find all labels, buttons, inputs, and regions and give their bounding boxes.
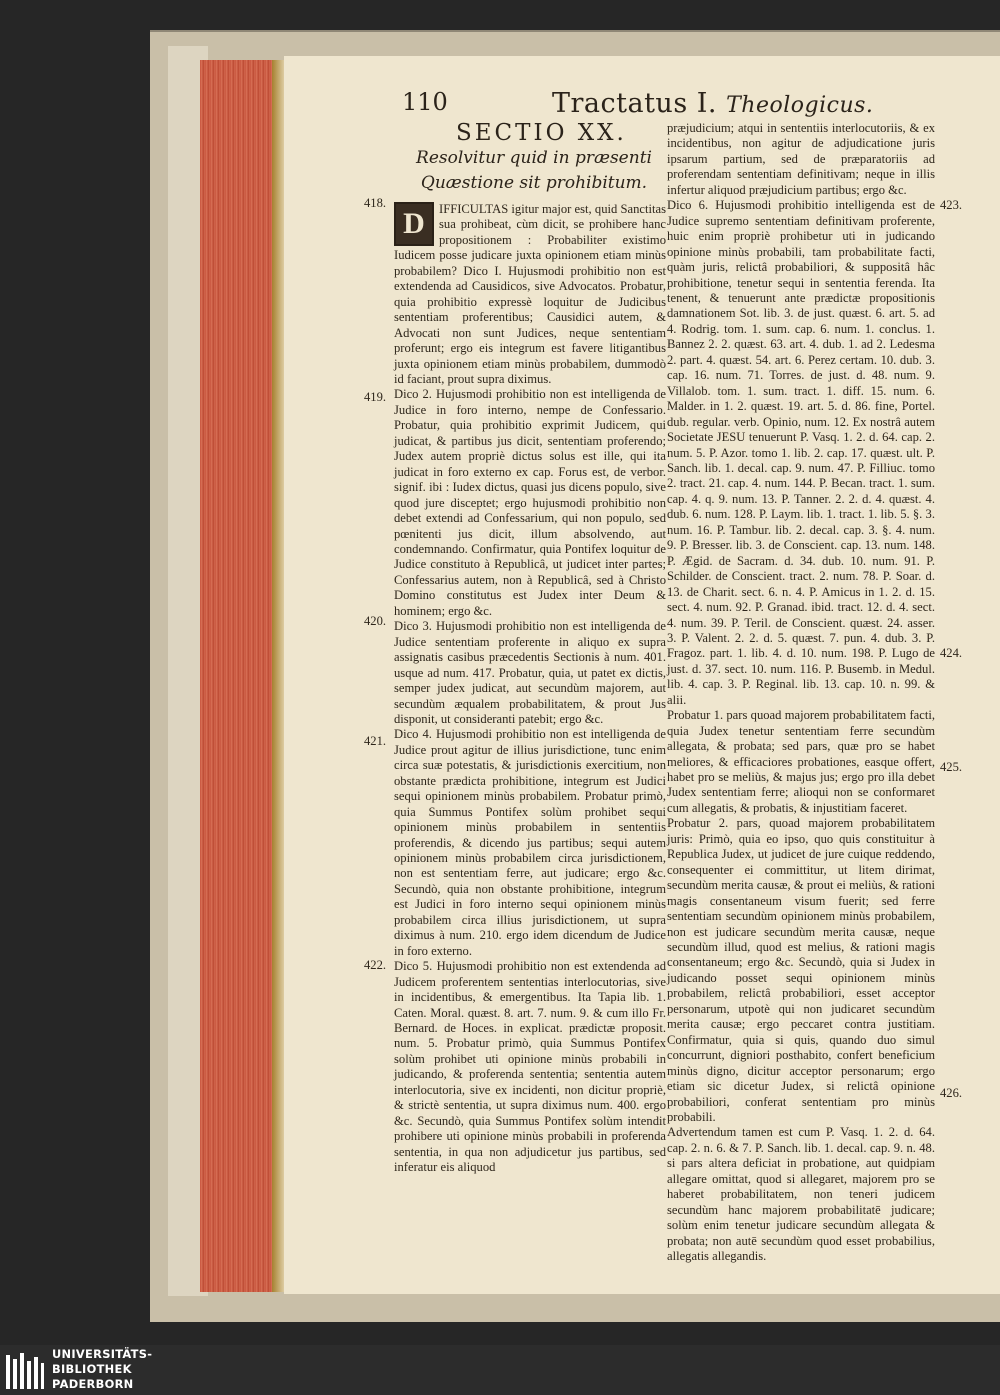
paragraph: Advertendum tamen est cum P. Vasq. 1. 2. d. 64. cap. 2. n. 6. & 7. P. Sanch. lib. 1. decal. cap. 9. n. 48. si pars altera deficiat in probatione, aut quidpiam allegare omittat, quod si allegaret, majorem pro se haberet probabilitatem, non teneri judicem secundùm hanc majorem probabilitatē judicare; solùm enim tenetur judicare secundùm allegata & probata; non autē secundùm quod esset probabilius, allegatis allegandis. <box>667 1125 935 1264</box>
paragraph: Dico 6. Hujusmodi prohibitio intelligenda est de Judice supremo sententiam definitivam proferente, huic enim propriè prohibetur uti in judicando opinione minùs probabili, tam probabilitate facti, quàm juris, relictâ probabiliori, & suppositâ hâc prohibitione, tenetur sequi in sententia ferenda. Ita tenent, & tenuerunt ante prædictæ propositionis damnationem Sot. lib. 3. de just. quæst. 6. art. 5. ad 4. Rodrig. tom. 1. sum. cap. 6. num. 1. conclus. 1. Bannez 2. 2. quæst. 63. art. 4. dub. 1. ad 2. Ledesma 2. part. 4. quæst. 54. art. 6. Perez certam. 10. dub. 3. cap. 16. num. 71. Torres. de just. d. 48. num. 9. Villalob. tom. 1. sum. tract. 1. diff. 15. num. 6. Malder. in 1. 2. quæst. 19. art. 5. d. 86. fine, Portel. dub. regular. verb. Opinio, num. 12. Ex nostrâ autem Societate JESU tenuerunt P. Vasq. 1. 2. d. 64. cap. 2. num. 5. P. Azor. tomo 1. lib. 2. cap. 17. quæst. ult. P. Sanch. lib. 1. decal. cap. 9. num. 47. P. Filliuc. tomo 2. tract. 21. cap. 4. num. 144. P. Becan. tract. 1. sum. cap. 4. q. 9. num. 13. P. Tanner. 2. 2. d. 4. quæst. 4. dub. 6. num. 128. P. Laym. lib. 1. tract. 1. lib. 5. §. 3. num. 16. P. Tambur. lib. 2. decal. cap. 3. §. 4. num. 9. P. Bresser. lib. 3. de Conscient. cap. 13. num. 148. P. Ægid. de Sacram. d. 34. dub. 10. num. 91. P. Schilder. de Conscient. tract. 2. num. 78. P. Soar. d. 13. de Charit. sect. 6. n. 4. P. Amicus in 1. 2. d. 15. sect. 4. num. 92. P. Granad. ibid. tract. 12. d. 4. sect. 4. num. 39. P. Teril. de Conscient. quæst. 24. asser. 3. P. Valent. 2. 2. d. 5. quæst. 7. pun. 4. dub. 3. P. Fragoz. part. 1. lib. 4. d. 10. num. 198. P. Lugo de just. d. 37. sect. 10. num. 116. P. Busemb. in Medul. lib. 4. cap. 3. P. Reginal. lib. 13. cap. 10. n. 99. & alii. <box>667 198 935 707</box>
logo-line: UNIVERSITÄTS- <box>52 1347 153 1361</box>
paragraph: Dico 4. Hujusmodi prohibitio non est intelligenda de Judice prout agitur de illius jurisdictione, tunc enim circa suæ potestatis, & jurisdictionis exercitium, non obstante prædicta prohibitione, integrum est Judici sequi opinionem minùs probabilem. Probatur primò, quia Summus Pontifex solùm prohibet sequi opinionem minùs probabilem in sententiis proferendis, & dicendo jus partibus; sequi autem opinionem minùs probabilem circa jurisdictionem, non est sententiam ferre, aut judicare; ergo &c. Secundò, quia non obstante prohibitione, integrum est Judici in foro interno sequi opinionem minùs probabilem circa illius jurisdictionem, ut supra diximus à num. 210. ergo idem dicendum de Judice in foro externo. <box>394 727 666 958</box>
margin-number: 425. <box>940 760 963 774</box>
running-title-italic: Theologicus. <box>726 93 874 118</box>
decorated-initial <box>394 202 434 246</box>
margin-number: 419. <box>364 390 387 404</box>
paragraph: Probatur 1. pars quoad majorem probabilitatem facti, quia Judex tenetur sententiam ferre secundùm allegata, & probata; sed pars, quæ pro se habet meliores, & efficaciores probationes, easque offert, habet pro se meliùs, & majus jus; ergo pro illa debet Judex sententiam ferre; alioqui non se conformaret cum allegatis, & probatis, & injustitiam faceret. <box>667 708 935 815</box>
logo-line: BIBLIOTHEK <box>52 1362 132 1376</box>
paragraph: præjudicium; atqui in sententiis interlocutoriis, & ex incidentibus, non agitur de adjudicatione juris ipsarum partium, sed de præparatoriis ad proferendam sententiam definitivam; neque in illis infertur aliquod præjudicium partibus; ergo &c. <box>667 121 935 197</box>
running-title-main: Tractatus I. <box>552 88 718 119</box>
library-logo-text <box>52 1347 152 1392</box>
margin-number: 420. <box>364 614 387 628</box>
paragraph: Dico 5. Hujusmodi prohibitio non est extendenda ad Judicem proferentem sententias interlocutorias, sive in incidentibus, & emergentibus. Ita Tapia lib. 1. Caten. Moral. quæst. 8. art. 7. num. 9. & cum illo Fr. Bernard. de Hoces. in explicat. prædictæ proposit. num. 5. Probatur primò, quia Summus Pontifex solùm prohibet uti opinione minùs probabili in judicando, & proferenda sententia; sententia autem interlocutoria, sive ex incidenti, non dicitur propriè, & strictè sententia, ut supra diximus num. 400. ergo &c. Secundò, quia Summus Pontifex solùm intendit prohibere uti opinione minùs probabili in proferenda sententia, in qua non adjudicetur jus partibus, sed inferatur eis aliquod <box>394 959 666 1175</box>
paragraph: Dico 3. Hujusmodi prohibitio non est intelligenda de Judice sententiam proferente in aliquo ex supra assignatis casibus præcedentis Sectionis à num. 401. usque ad num. 417. Probatur, quia, ut patet ex dictis, semper judex judicat, aut secundùm majorem, aut secundùm æqualem probabilitatem, & prout Jus disponit, ut consideranti patebit; ergo &c. <box>394 619 666 726</box>
footer-bar <box>0 1345 1000 1395</box>
margin-number: 426. <box>940 1086 963 1100</box>
paragraph: IFFICULTAS igitur major est, quid Sanctitas sua prohibeat, cùm dicit, se prohibere hanc propositionem : Probabiliter existimo Iudicem posse judicare juxta opinionem etiam minùs probabilem? Dico I. Hujusmodi prohibitio non est extendenda ad Causidicos, sive Advocatos. Probatur, quia prohibitio expressè loquitur de Judicibus sententiam proferentibus; Causidici autem, & Advocati non sunt Judices, neque sententiam proferunt; ergo eis integrum est favere litigantibus juxta opinionem etiam minùs probabilem, dummodò id faciant, prout supra diximus. <box>394 202 666 386</box>
page-fore-edge <box>200 60 278 1292</box>
paragraph: Probatur 2. pars, quoad majorem probabilitatem juris: Primò, quia eo ipso, quo quis constituitur à Republica Judex, ut judicet de jure cuique reddendo, consequenter ei committitur, ut litem dirimat, secundùm merita causæ, & prout ei meliùs, & rationi magis consentaneum visum fuerit; sed ferre sententiam secundùm opinionem minùs probabilem, non est judicare secundùm merita causæ, neque secundùm illud, quod est melius, & rationi magis consentaneum; ergo &c. Secundò, quia si Judex in judicando posset sequi opinionem minùs probabilem, relictâ probabiliori, esset acceptor personarum, utpotè qui non judicaret secundùm merita causæ; ergo peccaret contra justitiam. Confirmatur, quia si quis, quando duo simul concurrunt, digniori posthabito, confert beneficium minùs digno, dicitur acceptor personarum; ergo etiam sic dicetur Judex, si relictâ opinione probabiliori, conferat sententiam pro minùs probabili. <box>667 816 935 1124</box>
margin-number: 421. <box>364 734 387 748</box>
margin-number: 423. <box>940 198 963 212</box>
paragraph: Dico 2. Hujusmodi prohibitio non est intelligenda de Judice in foro interno, nempe de Confessario. Probatur, quia prohibitio exprimit Judicem, qui judicat, & partibus jus dicit, sententiam proferendo; Judex autem propriè dictus solus est ille, qui ita judicat in foro externo ex cap. Forus est, de verbor. signif. ibi : Iudex dictus, quasi jus dicens populo, sive quod jure disceptet; ergo hujusmodi prohibitio non debet extendi ad Confessarium, qui non populo, sed pœnitenti jus dicit, illum absolvendo, aut condemnando. Confirmatur, quia Pontifex loquitur de Judice constituto à Republicâ, ut judicet inter partes; Confessarius autem, non à Republicâ, sed à Christo Domino constitutus est Judex inter Deum & hominem; ergo &c. <box>394 387 666 618</box>
margin-number: 424. <box>940 646 963 660</box>
margin-number: 422. <box>364 958 387 972</box>
page-number: 110 <box>402 88 448 116</box>
left-column <box>394 202 666 1176</box>
running-title <box>552 88 873 119</box>
logo-line: PADERBORN <box>52 1377 134 1391</box>
book-page <box>284 56 1000 1294</box>
library-logo-icon <box>4 1349 46 1391</box>
section-title: SECTIO XX. <box>456 120 627 146</box>
initial-letter: D <box>403 207 425 240</box>
section-subtitle: Resolvitur quid in præsenti Quæstione sit prohibitum. <box>416 148 652 193</box>
right-column <box>667 121 935 1265</box>
margin-number: 418. <box>364 196 387 210</box>
